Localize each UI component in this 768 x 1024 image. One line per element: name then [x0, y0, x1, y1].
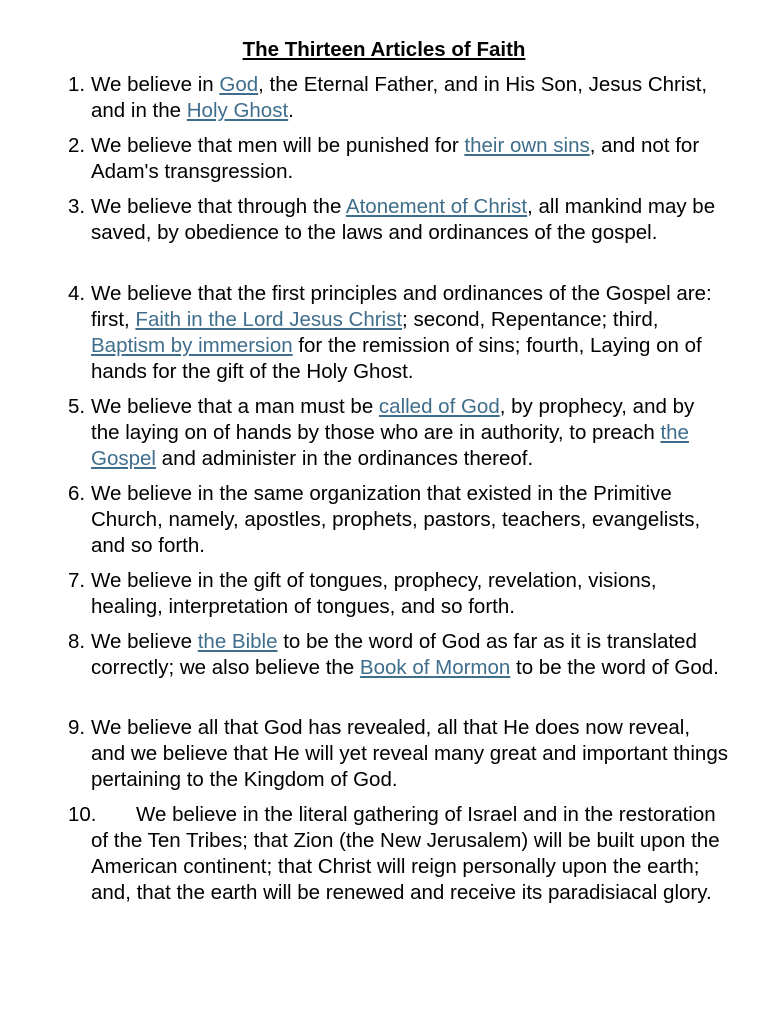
article-number: 1.	[68, 73, 86, 96]
article-5	[68, 394, 728, 472]
article-number: 5.	[68, 395, 86, 418]
article-text: We believe all that God has revealed, all that He does now reveal, and we believe that He will yet reveal many great and important things pertaining to the Kingdom of God.	[91, 716, 728, 791]
article-7	[68, 568, 728, 620]
article-text: We believe that a man must be called of God, by prophecy, and by the laying on of hands by those who are in authority, to preach the Gospel and administer in the ordinances thereof.	[91, 395, 695, 470]
article-10	[68, 802, 728, 906]
link-atonement-of-christ[interactable]: Atonement of Christ	[345, 195, 528, 218]
page-title: The Thirteen Articles of Faith	[242, 38, 526, 61]
link-their-own-sins[interactable]: their own sins	[464, 134, 590, 157]
article-9	[68, 715, 728, 793]
link-the-bible[interactable]: the Bible	[197, 630, 278, 653]
article-2	[68, 133, 728, 185]
article-text: We believe that the first principles and ordinances of the Gospel are: first, Faith in the Lord Jesus Christ; second, Repentance; third, Baptism by immersion for the remission of sins; fourth, Laying on of hands for the gift of the Holy Ghost.	[91, 282, 712, 383]
article-6	[68, 481, 728, 559]
article-text: We believe in the gift of tongues, prophecy, revelation, visions, healing, interpretation of tongues, and so forth.	[91, 569, 657, 618]
article-text: We believe in God, the Eternal Father, and in His Son, Jesus Christ, and in the Holy Ghost.	[91, 73, 708, 122]
article-number: 9.	[68, 716, 86, 739]
article-number: 6.	[68, 482, 86, 505]
article-8	[68, 629, 728, 681]
article-text: We believe in the same organization that existed in the Primitive Church, namely, apostles, prophets, pastors, teachers, evangelists, and so forth.	[91, 482, 701, 557]
link-baptism-by-immersion[interactable]: Baptism by immersion	[91, 334, 293, 357]
article-number: 3.	[68, 195, 86, 218]
article-text: We believe in the literal gathering of Israel and in the restoration of the Ten Tribes; that Zion (the New Jerusalem) will be built upon the American continent; that Christ will reign personally upon the earth; and, that the earth will be renewed and receive its paradisiacal glory.	[91, 803, 720, 904]
article-1	[68, 72, 728, 124]
link-called-of-god[interactable]: called of God	[378, 395, 500, 418]
article-text: We believe that men will be punished for their own sins, and not for Adam's transgression.	[91, 134, 700, 183]
article-text: We believe that through the Atonement of Christ, all mankind may be saved, by obedience to the laws and ordinances of the gospel.	[91, 195, 716, 244]
link-god[interactable]: God	[219, 73, 259, 96]
article-text: We believe the Bible to be the word of God as far as it is translated correctly; we also believe the Book of Mormon to be the word of God.	[91, 630, 719, 679]
article-number: 8.	[68, 630, 86, 653]
link-holy-ghost[interactable]: Holy Ghost	[186, 99, 289, 122]
link-faith-in-the-lord[interactable]: Faith in the Lord Jesus Christ	[135, 308, 403, 331]
article-3	[68, 194, 728, 246]
article-number: 4.	[68, 282, 86, 305]
article-number: 10.	[68, 803, 97, 826]
article-number: 2.	[68, 134, 86, 157]
article-number: 7.	[68, 569, 86, 592]
link-book-of-mormon[interactable]: Book of Mormon	[359, 656, 511, 679]
article-4	[68, 281, 728, 385]
link-the-gospel[interactable]: the Gospel	[91, 421, 689, 470]
